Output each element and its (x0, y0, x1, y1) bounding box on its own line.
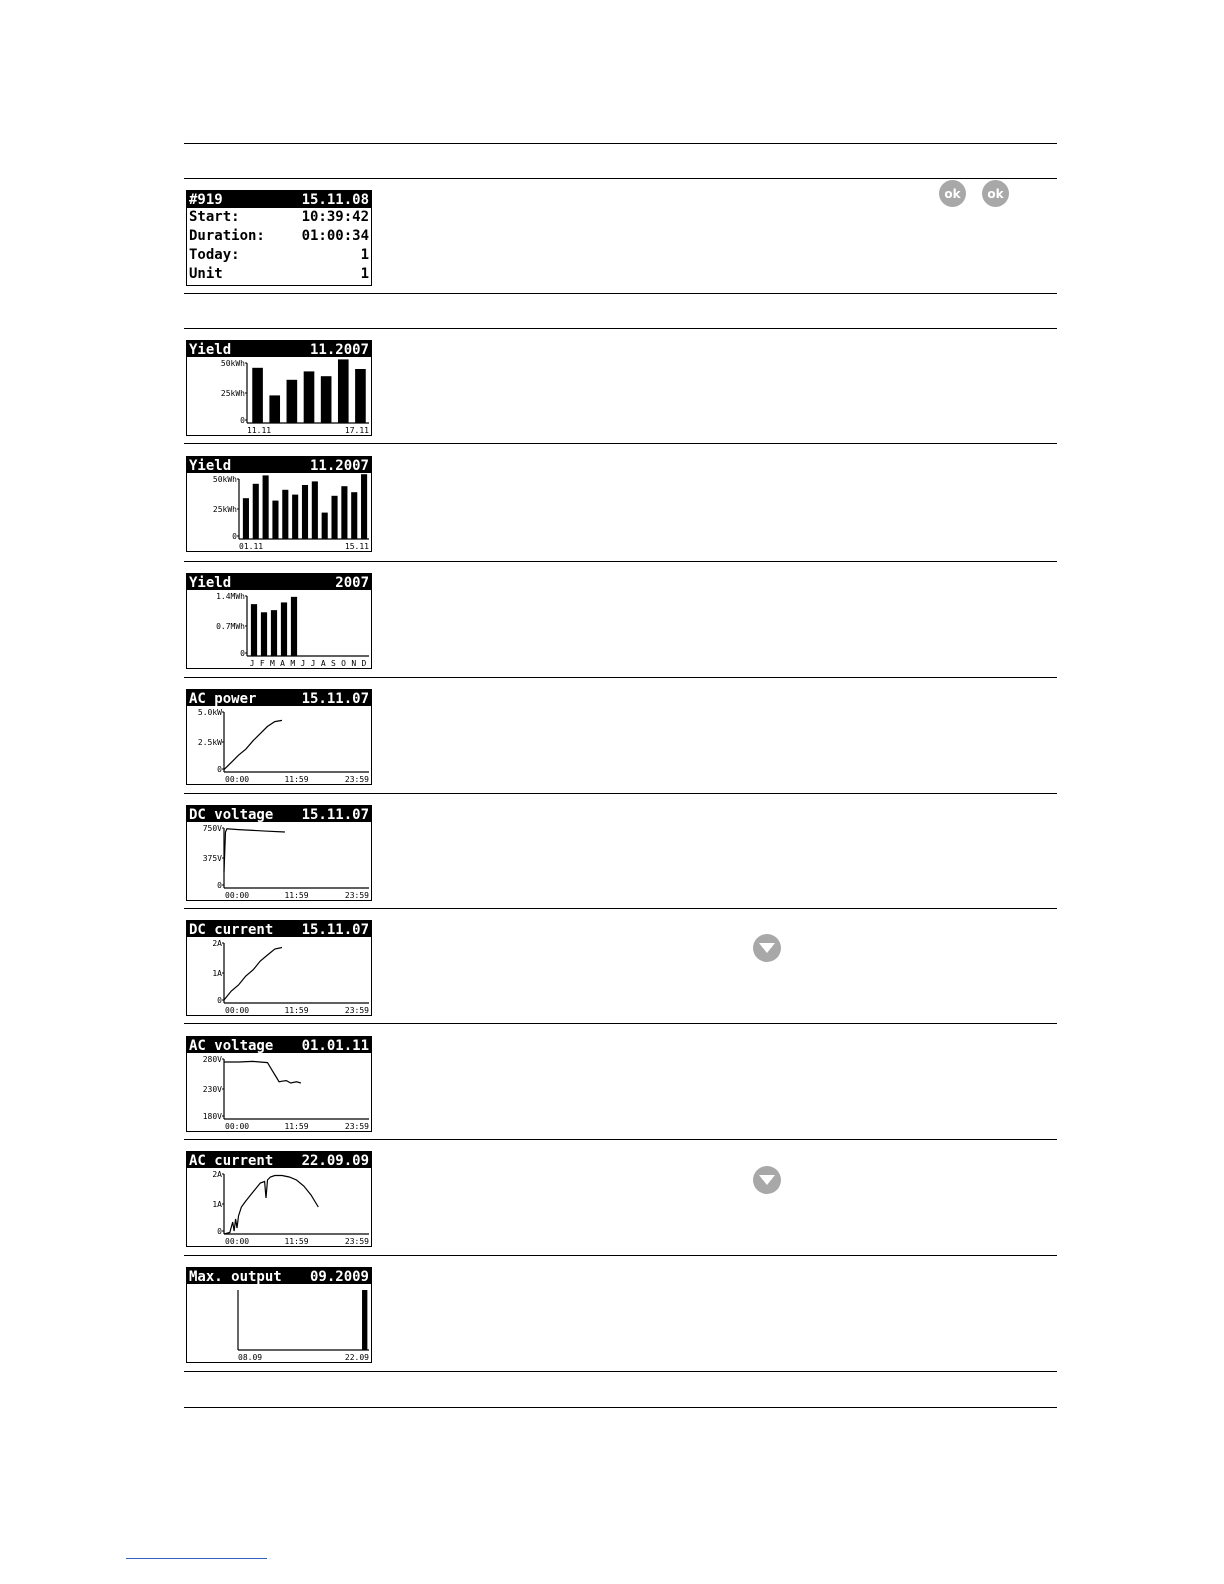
bar (312, 481, 318, 539)
x-tick-label: M (270, 659, 275, 668)
ac-voltage-chart (187, 1037, 371, 1131)
chart-date: 11.2007 (309, 458, 369, 474)
ac-power-chart (187, 690, 371, 784)
y-tick-label: 2A (212, 939, 222, 948)
rule (184, 908, 1057, 909)
event-display (186, 190, 372, 286)
x-tick-label: 11:59 (284, 1237, 309, 1246)
chart-title: AC voltage (189, 1038, 274, 1054)
yield-month-chart (187, 457, 371, 551)
x-tick-label: 11:59 (284, 891, 309, 900)
bar (263, 475, 269, 539)
rule (184, 443, 1057, 444)
x-tick-label: J (300, 659, 306, 668)
bar (291, 597, 297, 656)
x-tick-label: 00:00 (225, 1122, 250, 1131)
ac-current-chart (187, 1152, 371, 1246)
yield-year-chart (187, 574, 371, 668)
chart-title: Yield (189, 575, 232, 591)
y-tick-label: 25kWh (212, 505, 237, 514)
bar (253, 484, 259, 539)
bar (243, 498, 249, 539)
bar (331, 496, 337, 539)
x-tick-label: M (290, 659, 296, 668)
chevron-down-icon (759, 943, 775, 953)
bar (292, 495, 298, 539)
y-tick-label: 0 (232, 532, 237, 541)
bar (355, 369, 366, 423)
chart-display (186, 573, 372, 669)
bar (281, 602, 287, 656)
y-tick-label: 50kWh (212, 475, 237, 484)
event-row-value: 1 (360, 266, 369, 282)
y-tick-label: 2.5kW (197, 738, 222, 747)
rule (184, 561, 1057, 562)
x-tick-label: 00:00 (225, 1237, 250, 1246)
rule (184, 1371, 1057, 1372)
chart-display (186, 340, 372, 436)
x-tick-label: 11.11 (247, 426, 272, 435)
y-tick-label: 25kWh (220, 389, 245, 398)
x-tick-label: A (280, 659, 285, 668)
x-tick-label: 22.09 (344, 1353, 369, 1362)
y-tick-label: 0 (240, 649, 245, 658)
x-tick-label: 23:59 (344, 1006, 369, 1015)
bar (261, 612, 267, 656)
bar (282, 490, 288, 539)
chart-title: Yield (189, 458, 232, 474)
y-tick-label: 5.0kW (197, 708, 222, 717)
rule (184, 1255, 1057, 1256)
chart-display (186, 1267, 372, 1363)
y-tick-label: 2A (212, 1170, 222, 1179)
chart-date: 22.09.09 (301, 1153, 369, 1169)
rule (184, 178, 1057, 179)
dc-voltage-chart (187, 806, 371, 900)
bar (338, 359, 349, 423)
x-tick-label: 11:59 (284, 775, 309, 784)
bar (321, 376, 332, 423)
bar (252, 368, 263, 423)
event-row (189, 208, 369, 227)
bar (351, 492, 357, 539)
x-tick-label: J (310, 659, 316, 668)
bar (272, 501, 278, 539)
y-tick-label: 0 (217, 765, 222, 774)
x-tick-label: 08.09 (238, 1353, 263, 1362)
series-line (224, 948, 282, 1001)
chart-title: Yield (189, 342, 232, 358)
bar (362, 1290, 367, 1350)
event-row-value: 01:00:34 (301, 228, 369, 244)
y-tick-label: 375V (202, 854, 222, 863)
y-tick-label: 0 (217, 881, 222, 890)
chart-display (186, 1036, 372, 1132)
event-row-value: 10:39:42 (301, 209, 369, 225)
x-tick-label: 01.11 (239, 542, 264, 551)
x-tick-label: 23:59 (344, 775, 369, 784)
x-tick-label: F (259, 659, 265, 668)
rule (184, 677, 1057, 678)
y-tick-label: 280V (202, 1055, 222, 1064)
x-tick-label: 11:59 (284, 1006, 309, 1015)
y-tick-label: 230V (202, 1085, 222, 1094)
rule (184, 1023, 1057, 1024)
event-row (189, 246, 369, 265)
y-tick-label: 0.7MWh (216, 622, 245, 631)
x-tick-label: 11:59 (284, 1122, 309, 1131)
y-tick-label: 1.4MWh (216, 592, 245, 601)
event-row (189, 265, 369, 284)
bar (341, 486, 347, 539)
chart-date: 15.11.07 (301, 807, 369, 823)
chart-display (186, 689, 372, 785)
chart-title: AC power (189, 691, 257, 707)
rule (184, 328, 1057, 329)
y-tick-label: 0 (217, 996, 222, 1005)
series-line (224, 1176, 318, 1235)
chart-title: DC voltage (189, 807, 274, 823)
event-row-label: Start: (189, 209, 240, 225)
yield-day-chart (187, 341, 371, 435)
rule (184, 1139, 1057, 1140)
max-output-chart (187, 1268, 371, 1362)
rule (184, 1407, 1057, 1408)
chart-display (186, 920, 372, 1016)
x-tick-label: 17.11 (344, 426, 369, 435)
x-tick-label: J (249, 659, 255, 668)
series-line (224, 829, 285, 872)
chart-title: AC current (189, 1153, 274, 1169)
event-id: #919 (189, 191, 223, 208)
chart-date: 01.01.11 (301, 1038, 369, 1054)
bar (269, 395, 280, 423)
chart-title: Max. output (189, 1269, 282, 1285)
bar (251, 604, 257, 656)
x-tick-label: 00:00 (225, 1006, 250, 1015)
y-tick-label: 180V (202, 1112, 222, 1121)
event-row-label: Unit (189, 266, 223, 282)
chart-display (186, 1151, 372, 1247)
y-tick-label: 50kWh (220, 359, 245, 368)
x-tick-label: 15.11 (344, 542, 369, 551)
x-tick-label: N (351, 659, 357, 668)
bar (304, 371, 315, 423)
arrow-down-button[interactable] (753, 934, 781, 962)
event-row-label: Today: (189, 247, 240, 263)
y-tick-label: 1A (212, 1200, 222, 1209)
bar (322, 513, 328, 539)
ok-button[interactable]: ok (939, 180, 966, 207)
x-tick-label: 23:59 (344, 891, 369, 900)
chart-date: 2007 (335, 575, 369, 591)
y-tick-label: 0 (217, 1227, 222, 1236)
event-row (189, 227, 369, 246)
x-tick-label: S (331, 659, 336, 668)
bar (302, 485, 308, 539)
y-tick-label: 0 (240, 416, 245, 425)
ok-button[interactable]: ok (982, 180, 1009, 207)
series-line (224, 1061, 301, 1083)
bar (271, 610, 277, 656)
event-date: 15.11.08 (301, 191, 369, 208)
chart-display (186, 456, 372, 552)
chart-date: 15.11.07 (301, 691, 369, 707)
rule (184, 143, 1057, 144)
bar (287, 380, 298, 423)
event-row-value: 1 (360, 247, 369, 263)
chart-display (186, 805, 372, 901)
x-tick-label: 00:00 (225, 891, 250, 900)
x-tick-label: D (361, 659, 367, 668)
series-line (224, 720, 282, 769)
chart-date: 09.2009 (309, 1269, 369, 1285)
y-tick-label: 750V (202, 824, 222, 833)
rule (184, 793, 1057, 794)
chart-title: DC current (189, 922, 274, 938)
arrow-down-button[interactable] (753, 1166, 781, 1194)
rule (184, 293, 1057, 294)
x-tick-label: A (320, 659, 326, 668)
x-tick-label: 23:59 (344, 1237, 369, 1246)
dc-current-chart (187, 921, 371, 1015)
x-tick-label: 00:00 (225, 775, 250, 784)
x-tick-label: 23:59 (344, 1122, 369, 1131)
bar (361, 474, 367, 539)
chevron-down-icon (759, 1175, 775, 1185)
event-row-label: Duration: (189, 228, 265, 244)
chart-date: 15.11.07 (301, 922, 369, 938)
chart-date: 11.2007 (309, 342, 369, 358)
x-tick-label: O (341, 659, 346, 668)
footer-link-line (126, 1558, 267, 1559)
y-tick-label: 1A (212, 969, 222, 978)
